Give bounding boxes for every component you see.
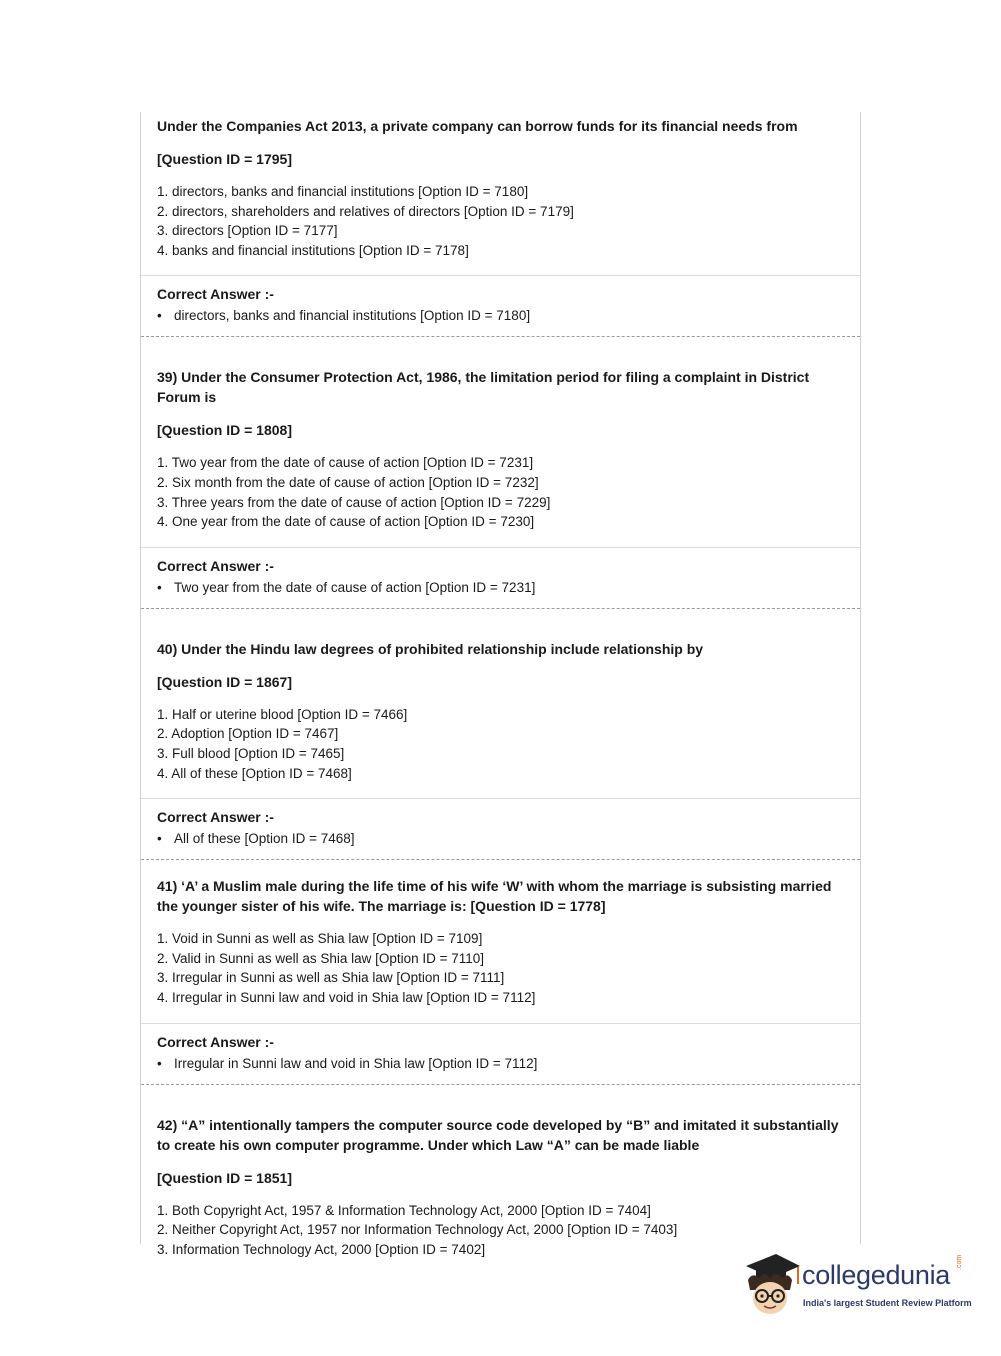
- option-item: 1. Two year from the date of cause of action [Option ID = 7231]: [157, 455, 534, 471]
- bullet-icon: •: [157, 579, 162, 595]
- option-item: 2. Adoption [Option ID = 7467]: [157, 726, 339, 742]
- question-block: [141, 860, 860, 1084]
- question-text: 41) ‘A’ a Muslim male during the life time of his wife ‘W’ with whom the marriage is subsisting married the younger sister of his wife. The marriage is: [Question ID = 1778]: [157, 878, 832, 915]
- correct-answer-text: directors, banks and financial institutions [Option ID = 7180]: [174, 308, 531, 324]
- mascot-icon: [742, 1250, 800, 1320]
- collegedunia-logo: [742, 1250, 972, 1320]
- option-item: 3. Information Technology Act, 2000 [Option ID = 7402]: [157, 1241, 486, 1257]
- question-id: [Question ID = 1795]: [157, 151, 292, 167]
- question-block: [141, 609, 860, 860]
- correct-answer-label: Correct Answer :-: [157, 809, 274, 826]
- options-list: [157, 705, 844, 783]
- question-id: [Question ID = 1808]: [157, 422, 292, 439]
- question-id: [Question ID = 1851]: [157, 1169, 292, 1186]
- option-item: 2. Six month from the date of cause of action [Option ID = 7232]: [157, 474, 539, 490]
- answer-section: [141, 276, 860, 336]
- correct-answer-label: Correct Answer :-: [157, 286, 274, 303]
- option-item: 2. Neither Copyright Act, 1957 nor Information Technology Act, 2000 [Option ID = 7403]: [157, 1222, 678, 1238]
- answer-section: [141, 799, 860, 859]
- option-item: 1. Half or uterine blood [Option ID = 7466]: [157, 706, 408, 722]
- bullet-icon: •: [157, 1055, 162, 1071]
- option-item: 2. directors, shareholders and relatives of directors [Option ID = 7179]: [157, 203, 574, 219]
- question-paper-sheet: [140, 112, 861, 1257]
- bullet-icon: •: [157, 831, 162, 847]
- option-item: 3. Full blood [Option ID = 7465]: [157, 745, 345, 761]
- correct-answer-item: [157, 306, 844, 326]
- logo-wordmark: collegedunia: [802, 1260, 951, 1290]
- option-item: 3. Three years from the date of cause of action [Option ID = 7229]: [157, 494, 551, 510]
- bullet-icon: •: [157, 308, 162, 324]
- option-item: 3. directors [Option ID = 7177]: [157, 223, 338, 239]
- question-text: 40) Under the Hindu law degrees of prohibited relationship include relationship by: [157, 640, 704, 657]
- correct-answer-item: [157, 1054, 844, 1074]
- question-text: 42) “A” intentionally tampers the computer source code developed by “B” and imitated it substantially to create his own computer programme. Under which Law “A” can be made liable: [157, 1116, 839, 1153]
- options-list: [157, 1201, 844, 1260]
- correct-answer-item: [157, 578, 844, 598]
- option-item: 4. Irregular in Sunni law and void in Shia law [Option ID = 7112]: [157, 989, 536, 1005]
- question-text: Under the Companies Act 2013, a private company can borrow funds for its financial needs from: [157, 118, 798, 134]
- option-item: 1. Void in Sunni as well as Shia law [Option ID = 7109]: [157, 931, 483, 947]
- option-item: 3. Irregular in Sunni as well as Shia law [Option ID = 7111]: [157, 970, 505, 986]
- correct-answer-text: All of these [Option ID = 7468]: [174, 831, 355, 847]
- option-item: 4. banks and financial institutions [Option ID = 7178]: [157, 242, 469, 258]
- options-list: [157, 182, 844, 260]
- option-item: 4. All of these [Option ID = 7468]: [157, 765, 352, 781]
- correct-answer-item: [157, 829, 844, 849]
- correct-answer-text: Two year from the date of cause of action [Option ID = 7231]: [174, 579, 536, 595]
- answer-section: [141, 548, 860, 608]
- question-text: 39) Under the Consumer Protection Act, 1986, the limitation period for filing a complaint in District Forum is: [157, 369, 810, 406]
- option-item: 1. directors, banks and financial institutions [Option ID = 7180]: [157, 184, 529, 199]
- correct-answer-label: Correct Answer :-: [157, 1033, 274, 1050]
- option-item: 4. One year from the date of cause of action [Option ID = 7230]: [157, 514, 535, 530]
- options-list: [157, 453, 844, 531]
- correct-answer-text: Irregular in Sunni law and void in Shia law [Option ID = 7112]: [174, 1055, 538, 1071]
- correct-answer-label: Correct Answer :-: [157, 557, 274, 574]
- question-block: [141, 337, 860, 608]
- option-item: 1. Both Copyright Act, 1957 & Information Technology Act, 2000 [Option ID = 7404]: [157, 1202, 651, 1218]
- option-item: 2. Valid in Sunni as well as Shia law [Option ID = 7110]: [157, 950, 485, 966]
- question-block: [141, 1085, 860, 1260]
- answer-section: [141, 1024, 860, 1084]
- logo-tagline: India's largest Student Review Platform: [803, 1298, 972, 1308]
- logo-suffix: .com: [956, 1254, 963, 1270]
- question-block: [141, 112, 860, 337]
- options-list: [157, 929, 844, 1007]
- question-id: [Question ID = 1867]: [157, 673, 292, 690]
